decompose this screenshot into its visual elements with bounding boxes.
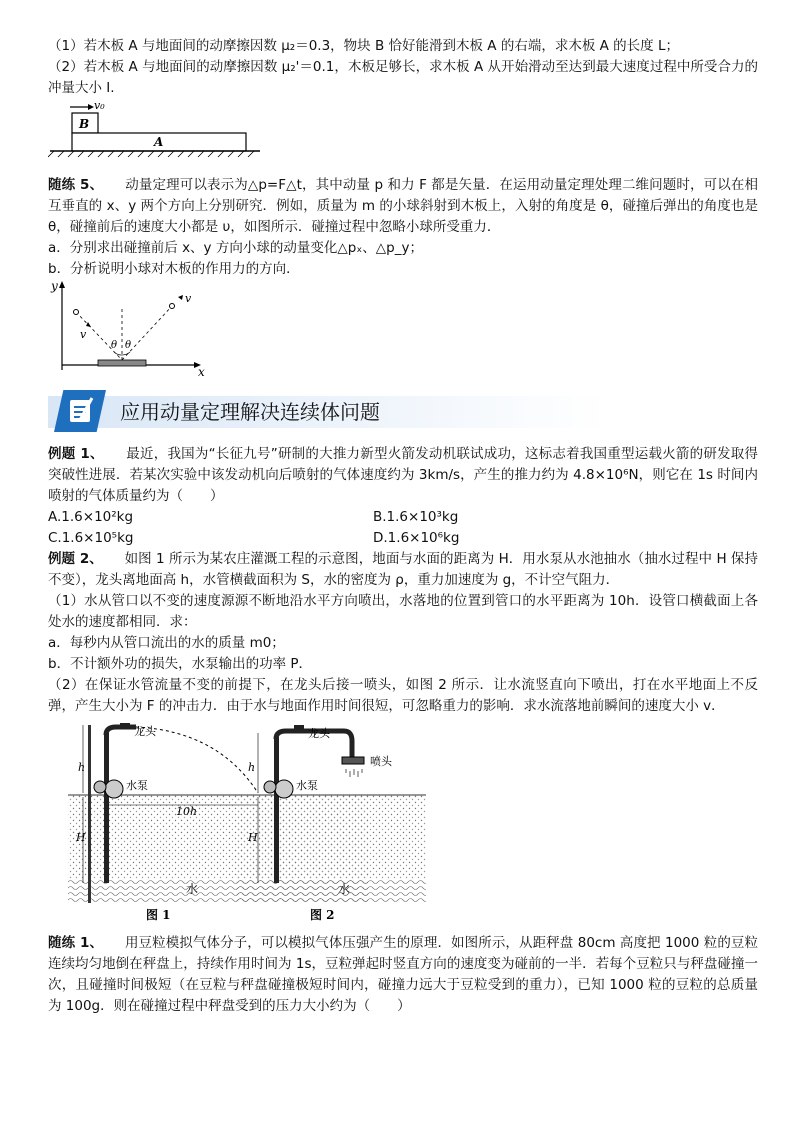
option-b: B.1.6×10³kg: [373, 509, 459, 525]
figure-1-H-label: H: [76, 831, 86, 844]
example-2-part-b: b．不计额外功的损失，水泵输出的功率 P．: [48, 656, 313, 672]
exercise-1-label: 随练 1、: [48, 935, 104, 951]
exercise-5-text: 动量定理可以表示为△p=F△t，其中动量 p 和力 F 都是矢量．在运用动量定理处理二维问题时，可以在相互垂直的 x、y 两个方向上分别研究．例如，质量为 m 的小球斜射到木板上，入射的角度是 θ，碰撞后弹出的角度也是 θ，碰撞前后的速度大小都是 υ，如图所示．碰撞过程中忽略小球所受重力．: [48, 177, 759, 235]
exercise-5: [48, 175, 758, 238]
figure-1-caption: 图 1: [146, 908, 171, 922]
reflection-diagram: [48, 280, 218, 378]
example-2: [48, 549, 758, 591]
block-b-label: B: [79, 117, 90, 131]
example-1-options: [48, 507, 758, 549]
example-2-text: 如图 1 所示为某农庄灌溉工程的示意图，地面与水面的距离为 H．用水泵从水池抽水（抽水过程中 H 保持不变），龙头离地面高 h，水管横截面积为 S，水的密度为 ρ，重力加速度为 g，不计空气阻力．: [48, 551, 758, 588]
option-d: D.1.6×10⁶kg: [373, 530, 460, 546]
question-part-2: （2）若木板 A 与地面间的动摩擦因数 μ₂'＝0.1，木板足够长，求木板 A 从开始滑动至达到最大速度过程中所受合力的冲量大小 I.: [48, 59, 758, 96]
figure-2-H-label: H: [248, 831, 258, 844]
example-2-label: 例题 2、: [48, 551, 103, 567]
reflection-figure: [48, 280, 758, 378]
option-c: C.1.6×10⁵kg: [48, 530, 134, 546]
exercise-5-label: 随练 5、: [48, 177, 104, 193]
figure-2-water-label: 水: [338, 882, 351, 896]
exercise-1-text: 用豆粒模拟气体分子，可以模拟气体压强产生的原理．如图所示，从距秤盘 80cm 高度把 1000 粒的豆粒连续均匀地倒在秤盘上，持续作用时间为 1s，豆粒弹起时竖直方向的速度变为碰前的一半．若每个豆粒只与秤盘碰撞一次，且碰撞时间极短（在豆粒与秤盘碰撞极短时间内，碰撞力远大于豆粒受到的重力），已知 1000 粒的豆粒的总质量为 100g．则在碰撞过程中秤盘受到的压力大小约为（ ）: [48, 935, 759, 1014]
figure-1-h-label: h: [78, 761, 86, 774]
figure-1-pump-label: 水泵: [126, 779, 148, 792]
figure-1-distance-label: 10h: [176, 805, 198, 818]
example-1-label: 例题 1、: [48, 446, 104, 462]
example-2-part-1: （1）水从管口以不变的速度源源不断地沿水平方向喷出，水落地的位置到管口的水平距离为 10h．设管口横截面上各处水的速度都相同．求：: [48, 593, 758, 630]
example-1: [48, 444, 758, 507]
irrigation-figures: [48, 723, 758, 923]
figure-1-tap-label: 龙头: [134, 725, 156, 738]
option-a: A.1.6×10²kg: [48, 509, 134, 525]
irrigation-diagram: [48, 723, 748, 923]
section-title: 应用动量定理解决连续体问题: [120, 400, 380, 424]
figure-2-nozzle-label: 喷头: [370, 755, 392, 768]
example-1-text: 最近，我国为“长征九号”研制的大推力新型火箭发动机联试成功，这标志着我国重型运载火箭的研发取得突破性进展．若某次实验中该发动机向后喷射的气体速度约为 3km/s，产生的推力约为 4.8×10⁶N，则它在 1s 时间内喷射的气体质量约为（ ）: [48, 446, 758, 504]
example-2-part-2: （2）在保证水管流量不变的前提下，在龙头后接一喷头，如图 2 所示．让水流竖直向下喷出，打在水平地面上不反弹，产生大小为 F 的冲击力．由于水与地面作用时间很短，可忽略重力的影响．求水流落地前瞬间的速度大小 v．: [48, 677, 758, 714]
block-board-figure: [48, 99, 758, 161]
document-page: [48, 36, 758, 1017]
v0-label: v₀: [94, 99, 105, 112]
figure-2-caption: 图 2: [310, 908, 335, 922]
velocity-out-label: v: [185, 292, 192, 305]
theta-left-label: θ: [111, 340, 118, 351]
block-board-diagram: [48, 99, 268, 161]
x-axis-label: x: [198, 365, 205, 378]
figure-2-pump-label: 水泵: [296, 779, 318, 792]
velocity-in-label: v: [80, 328, 87, 341]
board-a-label: A: [154, 135, 164, 149]
question-part-1: （1）若木板 A 与地面间的动摩擦因数 μ₂＝0.3，物块 B 恰好能滑到木板 A 的右端，求木板 A 的长度 L；: [48, 38, 679, 54]
example-2-part-a: a．每秒内从管口流出的水的质量 m0；: [48, 635, 285, 651]
theta-right-label: θ: [125, 340, 132, 351]
exercise-1: [48, 933, 758, 1017]
section-heading: [48, 388, 758, 432]
figure-2: [236, 725, 426, 922]
exercise-5-part-b: b．分析说明小球对木板的作用力的方向．: [48, 261, 300, 277]
exercise-5-part-a: a．分别求出碰撞前后 x、y 方向小球的动量变化△pₓ、△p_y；: [48, 240, 423, 256]
figure-2-tap-label: 龙头: [308, 727, 330, 740]
y-axis-label: y: [51, 280, 58, 293]
figure-1-water-label: 水: [186, 882, 199, 896]
figure-2-h-label: h: [248, 761, 256, 774]
